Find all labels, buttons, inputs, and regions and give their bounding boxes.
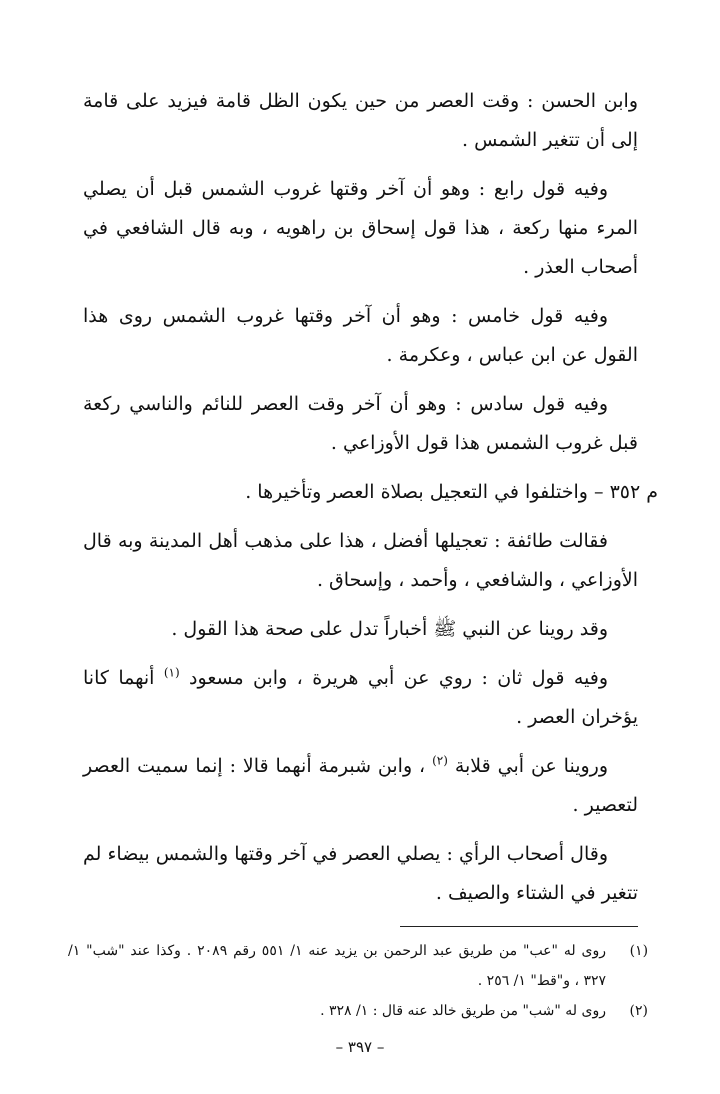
paragraph-fourth-opinion: وفيه قول رابع : وهو أن آخر وقتها غروب الشمس قبل أن يصلي المرء منها ركعة ، هذا قول إسحاق بن راهويه ، وبه قال الشافعي في أصحاب العذر .	[83, 178, 638, 278]
footnote-text: روى له "شب" من طريق خالد عنه قال : ١/ ٣٢٨ .	[320, 1003, 606, 1019]
footnote-2	[68, 996, 648, 1026]
paragraph-abu-qilaba	[83, 747, 638, 825]
footnote-text: روى له "عب" من طريق عبد الرحمن بن يزيد عنه ١/ ٥٥١ رقم ٢٠٨٩ . وكذا عند "شب" ١/ ٣٢٧ ، و"قط" ١/ ٢٥٦ .	[68, 943, 607, 989]
paragraph-ibn-al-hasan: وابن الحسن : وقت العصر من حين يكون الظل قامة فيزيد على قامة إلى أن تتغير الشمس .	[83, 90, 638, 151]
paragraph-group-opinion: فقالت طائفة : تعجيلها أفضل ، هذا على مذهب أهل المدينة وبه قال الأوزاعي ، والشافعي ، وأحمد ، وإسحاق .	[83, 530, 638, 591]
footnote-number: (٢)	[629, 1003, 648, 1019]
paragraph-prophet-reports: وقد روينا عن النبي ﷺ أخباراً تدل على صحة هذا القول .	[171, 618, 608, 640]
footnote-1	[68, 936, 648, 996]
footnote-number: (١)	[629, 943, 649, 959]
paragraph-fifth-opinion: وفيه قول خامس : وهو أن آخر وقتها غروب الشمس روى هذا القول عن ابن عباس ، وعكرمة .	[83, 305, 638, 366]
paragraph-ashab-al-ray: وقال أصحاب الرأي : يصلي العصر في آخر وقتها والشمس بيضاء لم تتغير في الشتاء والصيف .	[83, 843, 638, 904]
footnote-marker-1[interactable]: (١)	[163, 665, 180, 680]
footnote-marker-2[interactable]: (٢)	[432, 753, 448, 768]
footnote-divider	[400, 926, 638, 927]
page-number: – ٣٩٧ –	[335, 1038, 385, 1056]
paragraph-text: ، وابن شبرمة أنهما قالا : إنما سميت العصر لتعصير .	[83, 755, 638, 816]
paragraph-sixth-opinion: وفيه قول سادس : وهو أن آخر وقت العصر للنائم والناسي ركعة قبل غروب الشمس هذا قول الأوزاعي .	[83, 393, 638, 454]
paragraph-text: وروينا عن أبي قلابة	[447, 755, 609, 777]
main-text	[83, 82, 658, 923]
paragraph-text: أنهما كانا يؤخران العصر .	[83, 667, 638, 728]
paragraph-text: وفيه قول ثان : روي عن أبي هريرة ، وابن مسعود	[179, 667, 608, 689]
section-heading: م ٣٥٢ – واختلفوا في التعجيل بصلاة العصر وتأخيرها .	[245, 481, 658, 503]
paragraph-second-opinion	[83, 659, 638, 737]
footnotes	[68, 936, 648, 1026]
